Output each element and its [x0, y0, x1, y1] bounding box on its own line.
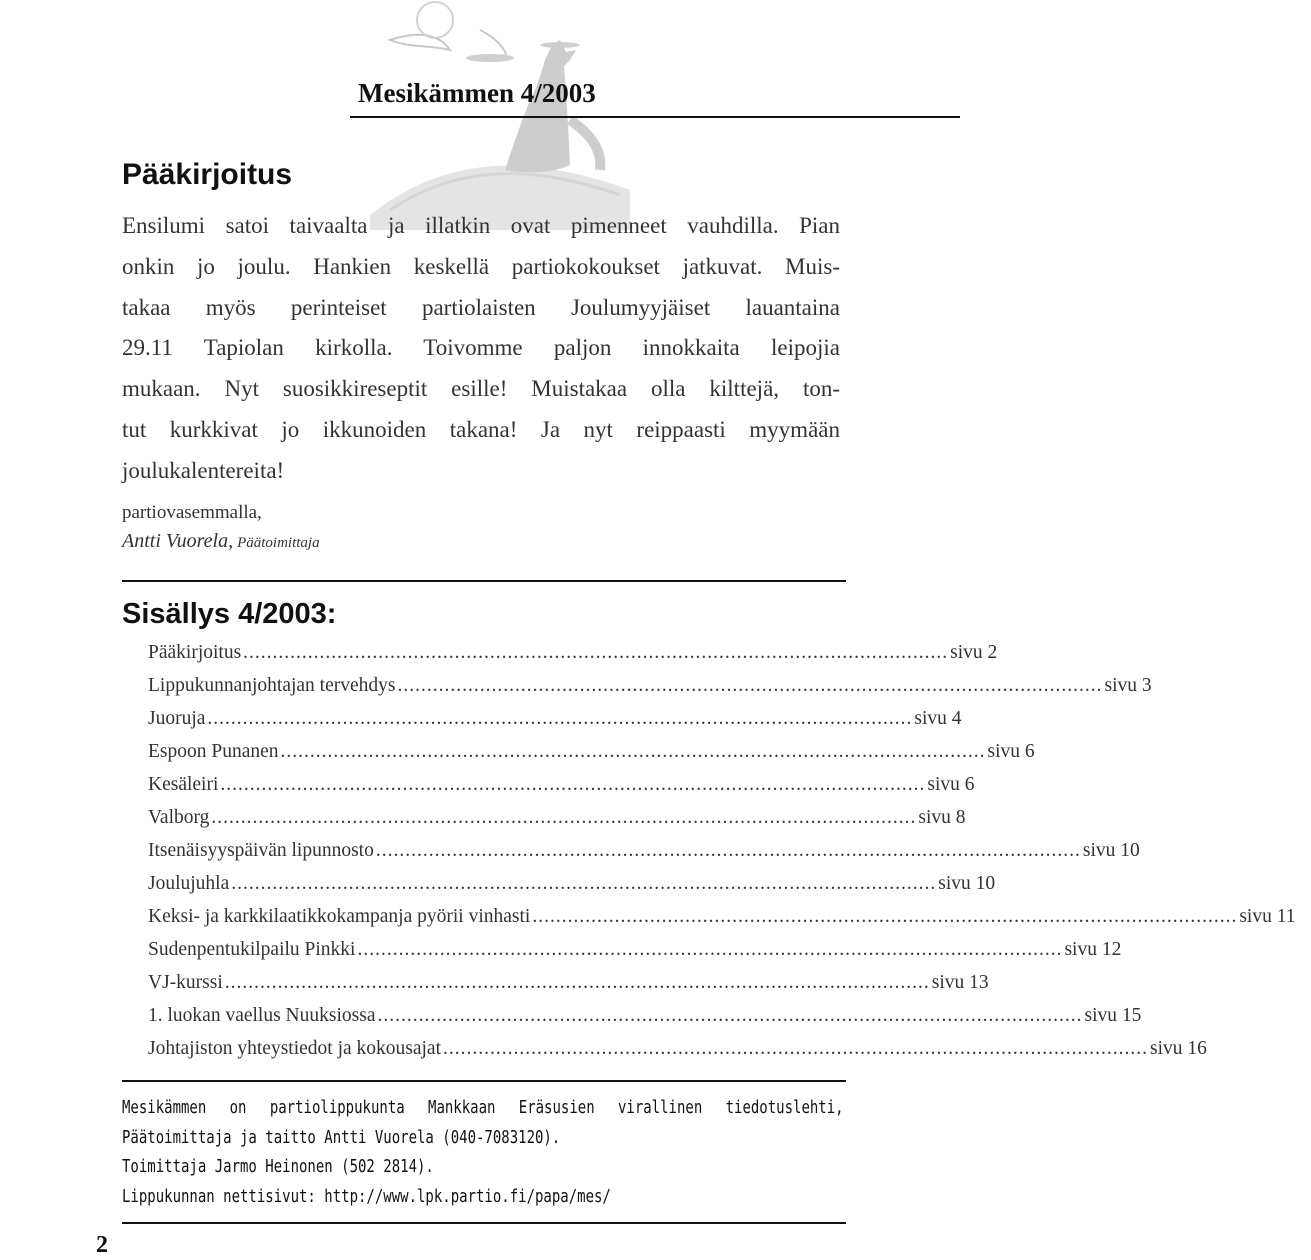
toc-entry-page: sivu 6: [927, 774, 975, 795]
toc-heading: Sisällys 4/2003:: [122, 598, 337, 630]
page-number: 2: [96, 1232, 108, 1258]
colophon-line: Päätoimittaja ja taitto Antti Vuorela (040-7083120).: [122, 1127, 561, 1148]
editorial-line: tut kurkkivat jo ikkunoiden takana! Ja nyt reippaasti myymään: [122, 416, 840, 442]
toc-entry-page: sivu 15: [1084, 1005, 1142, 1026]
toc-entry-page: sivu 10: [1082, 840, 1140, 861]
author-role: Päätoimittaja: [237, 535, 320, 551]
toc-entry-title: Valborg: [148, 807, 210, 828]
editorial-line: joulukalentereita!: [122, 457, 285, 483]
editorial-signature: [122, 530, 320, 553]
toc-entry-page: sivu 10: [938, 873, 996, 894]
toc-entry-page: sivu 2: [950, 642, 998, 663]
toc-entry-page: sivu 8: [918, 807, 966, 828]
toc-entry-title: Kesäleiri: [148, 774, 219, 795]
header-divider: [350, 116, 960, 118]
toc-entry-page: sivu 11: [1239, 906, 1296, 927]
toc-entry: [148, 1038, 1207, 1071]
toc-leader-dots: ........................................................................................................................: [532, 906, 1238, 927]
toc-entry: [148, 807, 966, 840]
toc-entry: [148, 939, 1122, 972]
toc-entry-title: Keksi- ja karkkilaatikkokampanja pyörii vinhasti: [148, 906, 531, 927]
editorial-line: Ensilumi satoi taivaalta ja illatkin ovat pimenneet vauhdilla. Pian: [122, 213, 840, 238]
toc-leader-dots: ........................................................................................................................: [280, 741, 986, 762]
toc-entry: [148, 774, 975, 807]
toc-entry: [148, 675, 1152, 708]
toc-entry-title: Joulujuhla: [148, 873, 230, 894]
toc-entry-title: Itsenäisyyspäivän lipunnosto: [148, 840, 374, 861]
toc-top-divider: [122, 580, 846, 582]
editorial-line: mukaan. Nyt suosikkireseptit esille! Muistakaa olla kilttejä, ton-: [122, 376, 840, 402]
toc-leader-dots: ........................................................................................................................: [397, 675, 1103, 696]
toc-leader-dots: ........................................................................................................................: [220, 774, 926, 795]
toc-leader-dots: ........................................................................................................................: [211, 807, 917, 828]
toc-entry: [148, 642, 998, 675]
toc-leader-dots: ........................................................................................................................: [377, 1005, 1083, 1026]
editorial-greeting: partiovasemmalla,: [122, 502, 262, 523]
toc-entry-page: sivu 4: [914, 708, 962, 729]
newsletter-issue-title: Mesikämmen 4/2003: [358, 78, 596, 108]
footer-divider: [122, 1222, 846, 1224]
toc-leader-dots: ........................................................................................................................: [243, 642, 949, 663]
toc-bottom-divider: [122, 1080, 846, 1082]
editorial-heading: Pääkirjoitus: [122, 158, 293, 191]
editorial-line: 29.11 Tapiolan kirkolla. Toivomme paljon innokkaita leipojia: [122, 335, 840, 361]
toc-entry-title: Lippukunnanjohtajan tervehdys: [148, 675, 396, 696]
toc-entry-page: sivu 13: [931, 972, 989, 993]
toc-entry: [148, 708, 962, 741]
editorial-body: [122, 206, 840, 492]
toc-leader-dots: ........................................................................................................................: [224, 972, 930, 993]
toc-entry-title: Pääkirjoitus: [148, 642, 242, 663]
toc-entry-page: sivu 12: [1064, 939, 1122, 960]
colophon-website-line: Lippukunnan nettisivut: http://www.lpk.partio.fi/papa/mes/: [122, 1186, 611, 1207]
toc-entry-page: sivu 3: [1104, 675, 1152, 696]
toc-entry: [148, 1005, 1142, 1038]
editorial-line: onkin jo joulu. Hankien keskellä partiokokoukset jatkuvat. Muis-: [122, 253, 840, 279]
toc-entry: [148, 873, 996, 906]
toc-entry: [148, 741, 1035, 774]
toc-entry: [148, 972, 989, 1005]
toc-entry-title: Sudenpentukilpailu Pinkki: [148, 939, 356, 960]
toc-entry-page: sivu 6: [987, 741, 1035, 762]
toc-entry-title: 1. luokan vaellus Nuuksiossa: [148, 1005, 376, 1026]
toc-leader-dots: ........................................................................................................................: [357, 939, 1063, 960]
author-name: Antti Vuorela,: [122, 530, 234, 552]
toc-entry-title: Espoon Punanen: [148, 741, 279, 762]
toc-entry: [148, 906, 1296, 939]
toc-entry-title: Johtajiston yhteystiedot ja kokousajat: [148, 1038, 442, 1059]
howling-wolf-on-hill-icon: [330, 0, 630, 230]
editorial-line: takaa myös perinteiset partiolaisten Joulumyyjäiset lauantaina: [122, 294, 840, 320]
toc-leader-dots: ........................................................................................................................: [207, 708, 913, 729]
toc-entry: [148, 840, 1140, 873]
colophon-line: Toimittaja Jarmo Heinonen (502 2814).: [122, 1157, 434, 1177]
toc-list: [148, 642, 1296, 1071]
toc-entry-title: Juoruja: [148, 708, 206, 729]
toc-entry-title: VJ-kurssi: [148, 972, 223, 993]
toc-entry-page: sivu 16: [1150, 1038, 1207, 1059]
toc-leader-dots: ........................................................................................................................: [375, 840, 1081, 861]
toc-leader-dots: ........................................................................................................................: [443, 1038, 1149, 1059]
colophon-line: Mesikämmen on partiolippukunta Mankkaan Eräsusien virallinen tiedotuslehti,: [122, 1098, 844, 1118]
toc-leader-dots: ........................................................................................................................: [231, 873, 937, 894]
colophon: [122, 1094, 844, 1212]
